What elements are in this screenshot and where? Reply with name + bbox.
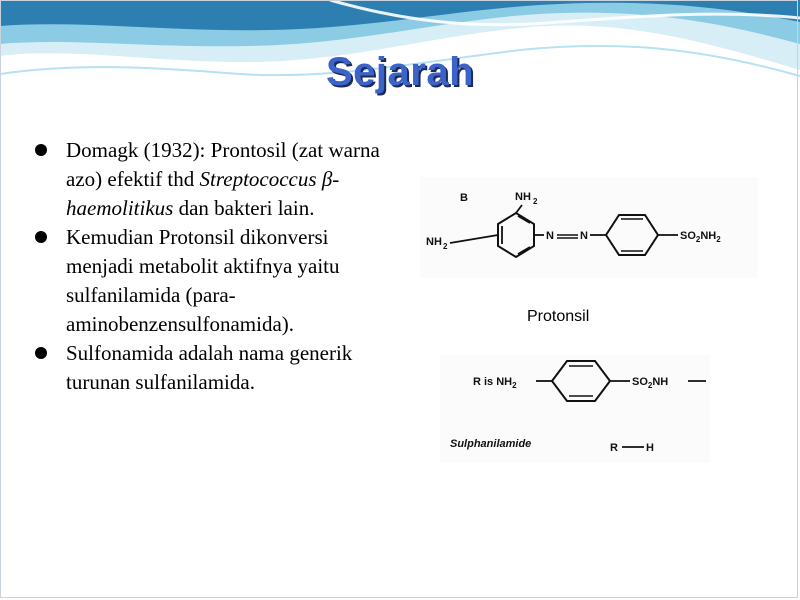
label-nh2-top-subscript: 2 [533, 197, 538, 206]
benzene-ring-2 [606, 215, 658, 255]
bullet-dot-icon [35, 347, 47, 359]
label-nh2-left: NH [426, 236, 442, 248]
bullet-dot-icon [35, 144, 47, 156]
label-n2: N [580, 230, 588, 242]
label-so2nh: $SO_2NH$ [632, 376, 669, 390]
protonsil-structure-drawing [420, 177, 758, 278]
protonsil-structure [420, 177, 758, 278]
label-so2nh2: $SO_2NH_2$ [680, 230, 721, 244]
bullet-item [30, 136, 400, 223]
label-sulphanilamide: Sulphanilamide [450, 438, 532, 450]
label-nh2-left-subscript: 2 [443, 242, 448, 251]
organism-name: Streptococcus [199, 167, 322, 191]
benzene-ring [552, 361, 610, 401]
bullet-item [30, 339, 400, 397]
bullet-item [30, 223, 400, 339]
bullet-text: Sulfonamida adalah nama generik turunan sulfanilamida. [66, 341, 353, 394]
label-b: B [460, 192, 468, 204]
bullet-text-end: dan bakteri lain. [173, 196, 315, 220]
sulphanilamide-structure-drawing [440, 355, 710, 463]
slide-title: Sejarah [325, 50, 475, 94]
bullet-text: Kemudian Protonsil dikonversi menjadi metabolit aktifnya yaitu sulfanilamida (para-aminobenzensulfonamida). [66, 225, 340, 336]
label-nh2-top: NH [515, 191, 531, 203]
beta-symbol: β [321, 167, 333, 191]
label-r: R [610, 442, 618, 454]
bullet-list [30, 136, 400, 397]
protonsil-caption: Protonsil [527, 308, 590, 325]
label-n1: N [546, 230, 554, 242]
label-h: H [646, 442, 654, 454]
organism-name-suffix: -haemolitikus [66, 167, 340, 220]
sulphanilamide-structure [440, 355, 710, 463]
bullet-dot-icon [35, 231, 47, 243]
benzene-ring-1 [498, 213, 534, 257]
label-r-is-nh2: R is $NH_2$ [473, 376, 517, 390]
bullet-text: Domagk (1932): Prontosil (zat warna azo) efektif thd [66, 138, 380, 191]
